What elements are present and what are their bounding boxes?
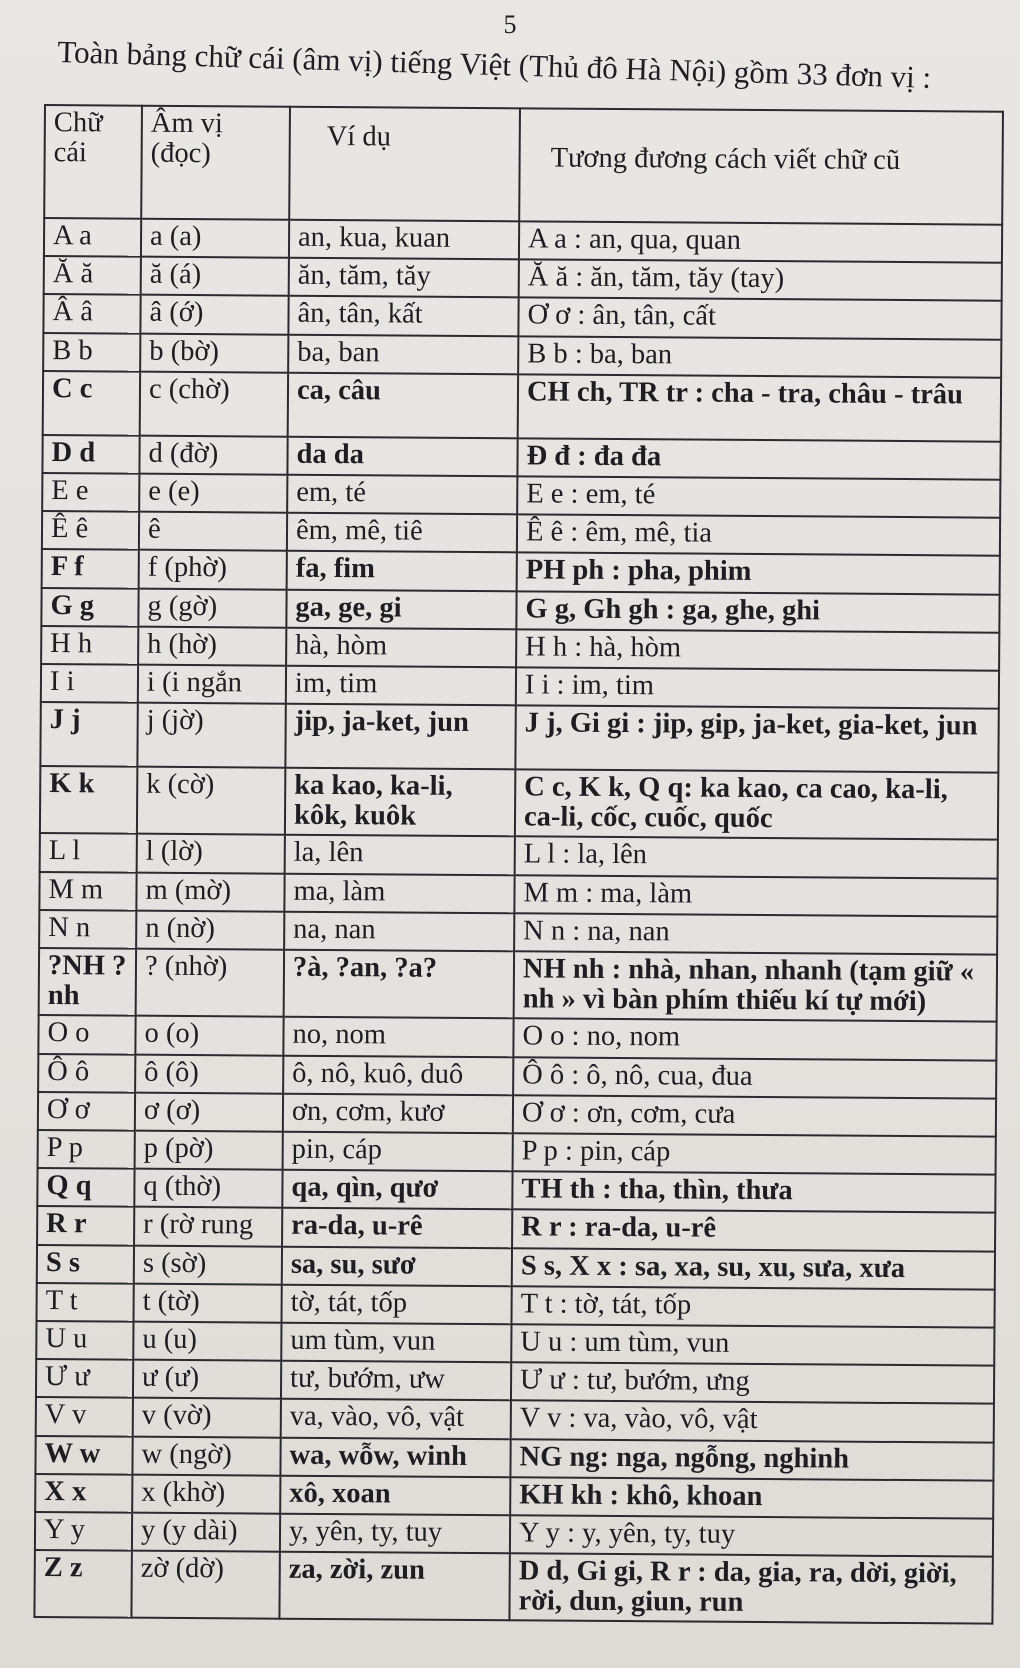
cell-equivalent: R r : ra-da, u-rê — [512, 1210, 995, 1252]
table-row — [42, 473, 1000, 518]
cell-letter: N n — [39, 910, 136, 949]
cell-phoneme: v (vờ) — [133, 1398, 281, 1437]
cell-letter: E e — [42, 473, 139, 512]
cell-equivalent: CH ch, TR tr : cha - tra, châu - trâu — [518, 374, 1001, 441]
cell-phoneme: q (thờ) — [134, 1169, 282, 1208]
cell-phoneme: r (rờ rung — [134, 1207, 282, 1246]
cell-equivalent: Ư ư : tư, bướm, ưng — [511, 1362, 994, 1404]
table-row — [41, 626, 999, 671]
cell-example: za, zời, zun — [279, 1552, 509, 1621]
cell-equivalent: G g, Gh gh : ga, ghe, ghi — [516, 591, 999, 633]
cell-example: tư, bướm, ưw — [281, 1361, 511, 1401]
cell-phoneme: p (pờ) — [135, 1131, 283, 1170]
cell-phoneme: ? (nhờ) — [136, 949, 284, 1017]
cell-equivalent: Ơ ơ : ơn, cơm, cưa — [513, 1095, 996, 1137]
cell-equivalent: Đ đ : đa đa — [517, 438, 1000, 480]
cell-phoneme: a (a) — [141, 219, 289, 258]
cell-example: ma, làm — [284, 873, 514, 913]
cell-phoneme: f (phờ) — [139, 550, 287, 589]
cell-phoneme: ă (á) — [141, 257, 289, 296]
header-equivalent: Tương đương cách viết chữ cũ — [519, 108, 1003, 224]
cell-equivalent: Ô ô : ô, nô, cua, đua — [513, 1057, 996, 1099]
cell-letter: D d — [42, 435, 139, 474]
cell-example: ra-da, u-rê — [282, 1208, 512, 1248]
table-row — [34, 1550, 992, 1624]
cell-example: sa, su, sươ — [282, 1246, 512, 1286]
cell-letter: U u — [36, 1321, 133, 1360]
table-row — [36, 1321, 994, 1366]
cell-example: ka kao, ka-li, kôk, kuôk — [285, 768, 515, 837]
cell-phoneme: ê — [139, 512, 287, 551]
cell-letter: T t — [37, 1283, 134, 1322]
alphabet-table-container — [33, 104, 1002, 1625]
cell-letter: L l — [40, 833, 137, 872]
cell-phoneme: o (o) — [135, 1016, 283, 1055]
cell-letter: Ô ô — [38, 1054, 135, 1093]
table-row — [39, 948, 997, 1022]
cell-equivalent: S s, X x : sa, xa, su, xu, sưa, xưa — [512, 1248, 995, 1290]
cell-phoneme: e (e) — [139, 474, 287, 513]
table-row — [43, 294, 1001, 339]
cell-equivalent: NH nh : nhà, nhan, nhanh (tạm giữ « nh » vì bàn phím thiếu kí tự mới) — [514, 951, 997, 1022]
cell-phoneme: j (jờ) — [137, 703, 285, 768]
cell-example: va, vào, vô, vật — [281, 1399, 511, 1439]
table-row — [40, 702, 998, 773]
cell-equivalent: KH kh : khô, khoan — [510, 1477, 993, 1519]
cell-example: na, nan — [284, 912, 514, 952]
cell-phoneme: m (mờ) — [136, 872, 284, 911]
cell-example: ăn, tăm, tăy — [289, 258, 519, 298]
cell-example: em, té — [287, 475, 517, 515]
cell-letter: J j — [40, 702, 137, 767]
cell-letter: R r — [37, 1206, 134, 1245]
cell-phoneme: ơ (ơ) — [135, 1092, 283, 1131]
table-body — [34, 218, 1002, 1624]
table-row — [44, 256, 1002, 301]
cell-example: ca, câu — [288, 372, 518, 438]
cell-example: um tùm, vun — [281, 1323, 511, 1363]
cell-phoneme: s (sờ) — [134, 1245, 282, 1284]
cell-equivalent: V v : va, vào, vô, vật — [511, 1401, 994, 1443]
cell-letter: V v — [36, 1397, 133, 1436]
alphabet-table — [33, 104, 1004, 1625]
cell-example: ?à, ?an, ?a? — [284, 950, 514, 1019]
cell-equivalent: U u : um tùm, vun — [511, 1324, 994, 1366]
cell-phoneme: x (khờ) — [132, 1474, 280, 1513]
cell-example: an, kua, kuan — [289, 220, 519, 260]
cell-example: ân, tân, kất — [288, 296, 518, 336]
cell-letter: X x — [35, 1474, 132, 1513]
cell-phoneme: ô (ô) — [135, 1054, 283, 1093]
cell-letter: Q q — [37, 1168, 134, 1207]
cell-phoneme: t (tờ) — [134, 1283, 282, 1322]
cell-phoneme: g (gờ) — [138, 588, 286, 627]
cell-letter: P p — [38, 1130, 135, 1169]
cell-equivalent: E e : em, té — [517, 476, 1000, 518]
table-row — [38, 1130, 996, 1175]
cell-example: ơn, cơm, kươ — [283, 1094, 513, 1134]
table-row — [42, 435, 1000, 480]
cell-example: xô, xoan — [280, 1475, 510, 1515]
table-row — [36, 1397, 994, 1442]
cell-equivalent: C c, K k, Q q: ka kao, ca cao, ka-li, ca-li, cốc, cuốc, quốc — [515, 769, 998, 840]
cell-equivalent: T t : tờ, tát, tốp — [511, 1286, 994, 1328]
page-title: Toàn bảng chữ cái (âm vị) tiếng Việt (Thủ đô Hà Nội) gồm 33 đơn vị : — [56, 34, 932, 95]
cell-letter: Ê ê — [42, 511, 139, 550]
cell-example: êm, mê, tiê — [287, 513, 517, 553]
cell-letter: ?NH ?nh — [39, 948, 136, 1016]
table-row — [37, 1245, 995, 1290]
cell-example: pin, cáp — [283, 1132, 513, 1172]
table-row — [41, 664, 999, 709]
cell-letter: M m — [39, 872, 136, 911]
cell-equivalent: L l : la, lên — [515, 837, 998, 879]
cell-example: hà, hòm — [286, 627, 516, 667]
cell-equivalent: H h : hà, hòm — [516, 629, 999, 671]
cell-phoneme: y (y dài) — [132, 1513, 280, 1552]
table-row — [37, 1283, 995, 1328]
cell-phoneme: d (đờ) — [139, 435, 287, 474]
cell-phoneme: l (lờ) — [137, 834, 285, 873]
cell-equivalent: D d, Gi gi, R r : da, gia, ra, dời, giời, rời, dun, giun, run — [509, 1553, 992, 1624]
cell-phoneme: u (u) — [133, 1322, 281, 1361]
cell-equivalent: A a : an, qua, quan — [519, 221, 1002, 263]
header-letter — [44, 105, 142, 219]
table-row — [39, 872, 997, 917]
cell-letter: Z z — [34, 1550, 131, 1618]
cell-example: y, yên, ty, tuy — [280, 1514, 510, 1554]
table-row — [43, 333, 1001, 378]
table-row — [37, 1206, 995, 1251]
table-row — [38, 1054, 996, 1099]
cell-example: la, lên — [285, 835, 515, 875]
cell-phoneme: n (nờ) — [136, 911, 284, 950]
table-row — [37, 1168, 995, 1213]
table-row — [41, 587, 999, 632]
cell-letter: Ă ă — [44, 256, 141, 295]
cell-letter: H h — [41, 626, 138, 665]
cell-example: ô, nô, kuô, duô — [283, 1055, 513, 1095]
cell-example: jip, ja-ket, jun — [285, 704, 515, 770]
cell-phoneme: w (ngờ) — [132, 1436, 280, 1475]
table-row — [38, 1092, 996, 1137]
cell-letter: F f — [42, 549, 139, 588]
cell-example: qa, qìn, qươ — [282, 1170, 512, 1210]
cell-phoneme: ư (ư) — [133, 1360, 281, 1399]
cell-equivalent: B b : ba, ban — [518, 336, 1001, 378]
cell-phoneme: c (chờ) — [140, 371, 288, 436]
cell-equivalent: J j, Gi gi : jip, gip, ja-ket, gia-ket, jun — [515, 705, 998, 772]
cell-equivalent: NG ng: nga, ngỗng, nghinh — [510, 1439, 993, 1481]
cell-equivalent: Ă ă : ăn, tăm, tăy (tay) — [519, 260, 1002, 302]
cell-equivalent: Ê ê : êm, mê, tia — [517, 514, 1000, 556]
header-example: Ví dụ — [289, 107, 520, 222]
cell-phoneme: i (i ngắn — [138, 665, 286, 704]
table-row — [42, 549, 1000, 594]
cell-equivalent: O o : no, nom — [513, 1019, 996, 1061]
cell-letter: C c — [43, 371, 140, 436]
cell-letter: Ơ ơ — [38, 1092, 135, 1131]
cell-example: ga, ge, gi — [286, 589, 516, 629]
cell-letter: W w — [35, 1435, 132, 1474]
header-phoneme-line2: (đọc) — [150, 137, 211, 170]
table-row — [35, 1435, 993, 1480]
cell-example: ba, ban — [288, 334, 518, 374]
cell-equivalent: PH ph : pha, phim — [517, 553, 1000, 595]
table-row — [35, 1512, 993, 1557]
header-letter-line1: Chữ — [53, 107, 103, 139]
cell-letter: Ư ư — [36, 1359, 133, 1398]
cell-equivalent: P p : pin, cáp — [513, 1133, 996, 1175]
table-row — [40, 833, 998, 878]
page-number: 5 — [503, 10, 517, 39]
table-row — [42, 511, 1000, 556]
table-row — [43, 371, 1001, 442]
cell-example: da da — [287, 436, 517, 476]
cell-phoneme: zờ (dờ) — [131, 1551, 279, 1619]
cell-letter: A a — [44, 218, 141, 257]
header-letter-line2: cái — [53, 137, 87, 169]
cell-equivalent: M m : ma, làm — [514, 875, 997, 917]
table-row — [40, 766, 998, 840]
cell-example: no, nom — [283, 1017, 513, 1057]
header-phoneme-line1: Âm vị — [150, 107, 224, 140]
cell-letter: S s — [37, 1245, 134, 1284]
cell-phoneme: k (cờ) — [137, 767, 285, 835]
table-row — [44, 218, 1002, 263]
cell-example: wa, wỗw, winh — [280, 1437, 510, 1477]
cell-letter: I i — [41, 664, 138, 703]
cell-letter: G g — [41, 587, 138, 626]
cell-equivalent: Ơ ơ : ân, tân, cất — [518, 298, 1001, 340]
cell-letter: O o — [38, 1015, 135, 1054]
table-row — [36, 1359, 994, 1404]
cell-example: im, tim — [286, 666, 516, 706]
cell-example: fa, fim — [287, 551, 517, 591]
cell-equivalent: TH th : tha, thìn, thưa — [512, 1171, 995, 1213]
cell-phoneme: â (ớ) — [140, 295, 288, 334]
cell-letter: K k — [40, 766, 137, 834]
table-row — [38, 1015, 996, 1060]
cell-equivalent: I i : im, tim — [516, 667, 999, 709]
table-row — [35, 1474, 993, 1519]
cell-letter: Y y — [35, 1512, 132, 1551]
cell-example: tờ, tát, tốp — [281, 1284, 511, 1324]
table-row — [39, 910, 997, 955]
cell-phoneme: h (hờ) — [138, 626, 286, 665]
cell-equivalent: Y y : y, yên, ty, tuy — [510, 1515, 993, 1557]
cell-letter: B b — [43, 333, 140, 372]
cell-phoneme: b (bờ) — [140, 333, 288, 372]
cell-letter: Â â — [43, 294, 140, 333]
table-header-row — [44, 105, 1003, 225]
cell-equivalent: N n : na, nan — [514, 913, 997, 955]
header-phoneme — [141, 106, 290, 220]
